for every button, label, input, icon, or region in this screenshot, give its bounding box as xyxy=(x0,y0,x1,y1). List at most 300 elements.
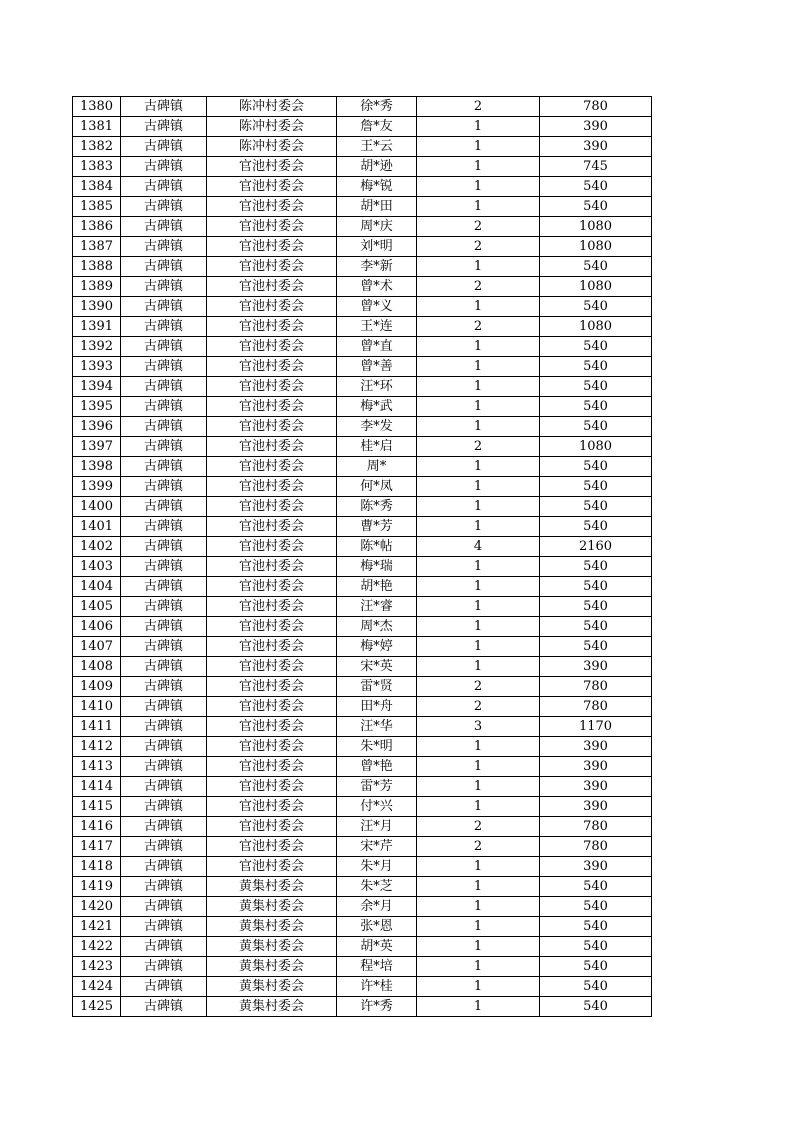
person-name-cell: 梅*武 xyxy=(337,397,417,417)
person-name-cell: 梅*婷 xyxy=(337,637,417,657)
row-number-cell: 1423 xyxy=(73,957,121,977)
town-cell: 古碑镇 xyxy=(121,497,207,517)
village-committee-cell: 官池村委会 xyxy=(207,717,337,737)
amount-cell: 745 xyxy=(540,157,652,177)
person-name-cell: 周* xyxy=(337,457,417,477)
row-number-cell: 1408 xyxy=(73,657,121,677)
table-row xyxy=(73,997,652,1017)
amount-cell: 780 xyxy=(540,697,652,717)
row-number-cell: 1406 xyxy=(73,617,121,637)
amount-cell: 390 xyxy=(540,797,652,817)
row-number-cell: 1414 xyxy=(73,777,121,797)
table-row xyxy=(73,437,652,457)
person-name-cell: 桂*启 xyxy=(337,437,417,457)
row-number-cell: 1413 xyxy=(73,757,121,777)
person-name-cell: 梅*瑞 xyxy=(337,557,417,577)
town-cell: 古碑镇 xyxy=(121,637,207,657)
household-count-cell: 1 xyxy=(417,737,540,757)
village-committee-cell: 官池村委会 xyxy=(207,677,337,697)
person-name-cell: 程*培 xyxy=(337,957,417,977)
amount-cell: 540 xyxy=(540,637,652,657)
row-number-cell: 1410 xyxy=(73,697,121,717)
row-number-cell: 1412 xyxy=(73,737,121,757)
town-cell: 古碑镇 xyxy=(121,357,207,377)
row-number-cell: 1389 xyxy=(73,277,121,297)
row-number-cell: 1424 xyxy=(73,977,121,997)
row-number-cell: 1394 xyxy=(73,377,121,397)
table-row xyxy=(73,737,652,757)
town-cell: 古碑镇 xyxy=(121,617,207,637)
amount-cell: 540 xyxy=(540,977,652,997)
town-cell: 古碑镇 xyxy=(121,337,207,357)
amount-cell: 2160 xyxy=(540,537,652,557)
household-count-cell: 1 xyxy=(417,377,540,397)
village-committee-cell: 黄集村委会 xyxy=(207,897,337,917)
town-cell: 古碑镇 xyxy=(121,737,207,757)
amount-cell: 540 xyxy=(540,417,652,437)
village-committee-cell: 黄集村委会 xyxy=(207,917,337,937)
amount-cell: 540 xyxy=(540,877,652,897)
table-row xyxy=(73,157,652,177)
amount-cell: 540 xyxy=(540,917,652,937)
person-name-cell: 朱*明 xyxy=(337,737,417,757)
village-committee-cell: 官池村委会 xyxy=(207,557,337,577)
village-committee-cell: 官池村委会 xyxy=(207,597,337,617)
amount-cell: 1080 xyxy=(540,317,652,337)
household-count-cell: 1 xyxy=(417,397,540,417)
village-committee-cell: 陈冲村委会 xyxy=(207,117,337,137)
household-count-cell: 1 xyxy=(417,357,540,377)
row-number-cell: 1390 xyxy=(73,297,121,317)
person-name-cell: 汪*华 xyxy=(337,717,417,737)
town-cell: 古碑镇 xyxy=(121,377,207,397)
household-count-cell: 1 xyxy=(417,257,540,277)
table-body xyxy=(73,97,652,1017)
village-committee-cell: 官池村委会 xyxy=(207,417,337,437)
village-committee-cell: 官池村委会 xyxy=(207,477,337,497)
table-row xyxy=(73,597,652,617)
person-name-cell: 汪*月 xyxy=(337,817,417,837)
table-row xyxy=(73,657,652,677)
row-number-cell: 1400 xyxy=(73,497,121,517)
person-name-cell: 付*兴 xyxy=(337,797,417,817)
row-number-cell: 1382 xyxy=(73,137,121,157)
amount-cell: 540 xyxy=(540,617,652,637)
row-number-cell: 1417 xyxy=(73,837,121,857)
row-number-cell: 1395 xyxy=(73,397,121,417)
table-row xyxy=(73,397,652,417)
amount-cell: 780 xyxy=(540,837,652,857)
household-count-cell: 1 xyxy=(417,497,540,517)
row-number-cell: 1392 xyxy=(73,337,121,357)
village-committee-cell: 官池村委会 xyxy=(207,397,337,417)
village-committee-cell: 官池村委会 xyxy=(207,737,337,757)
town-cell: 古碑镇 xyxy=(121,217,207,237)
town-cell: 古碑镇 xyxy=(121,297,207,317)
row-number-cell: 1425 xyxy=(73,997,121,1017)
village-committee-cell: 黄集村委会 xyxy=(207,997,337,1017)
row-number-cell: 1404 xyxy=(73,577,121,597)
person-name-cell: 陈*帖 xyxy=(337,537,417,557)
village-committee-cell: 官池村委会 xyxy=(207,377,337,397)
town-cell: 古碑镇 xyxy=(121,437,207,457)
row-number-cell: 1409 xyxy=(73,677,121,697)
village-committee-cell: 官池村委会 xyxy=(207,297,337,317)
table-row xyxy=(73,817,652,837)
town-cell: 古碑镇 xyxy=(121,657,207,677)
town-cell: 古碑镇 xyxy=(121,917,207,937)
household-count-cell: 2 xyxy=(417,677,540,697)
household-count-cell: 1 xyxy=(417,637,540,657)
household-count-cell: 2 xyxy=(417,817,540,837)
table-row xyxy=(73,477,652,497)
row-number-cell: 1381 xyxy=(73,117,121,137)
town-cell: 古碑镇 xyxy=(121,517,207,537)
household-count-cell: 1 xyxy=(417,577,540,597)
town-cell: 古碑镇 xyxy=(121,397,207,417)
row-number-cell: 1402 xyxy=(73,537,121,557)
amount-cell: 1080 xyxy=(540,237,652,257)
table-row xyxy=(73,957,652,977)
person-name-cell: 胡*艳 xyxy=(337,577,417,597)
row-number-cell: 1405 xyxy=(73,597,121,617)
town-cell: 古碑镇 xyxy=(121,717,207,737)
row-number-cell: 1387 xyxy=(73,237,121,257)
village-committee-cell: 官池村委会 xyxy=(207,177,337,197)
household-count-cell: 2 xyxy=(417,277,540,297)
person-name-cell: 许*桂 xyxy=(337,977,417,997)
household-count-cell: 1 xyxy=(417,417,540,437)
village-committee-cell: 陈冲村委会 xyxy=(207,97,337,117)
table-row xyxy=(73,537,652,557)
village-committee-cell: 官池村委会 xyxy=(207,237,337,257)
table-row xyxy=(73,577,652,597)
amount-cell: 390 xyxy=(540,777,652,797)
town-cell: 古碑镇 xyxy=(121,157,207,177)
household-count-cell: 4 xyxy=(417,537,540,557)
amount-cell: 1170 xyxy=(540,717,652,737)
village-committee-cell: 陈冲村委会 xyxy=(207,137,337,157)
person-name-cell: 周*杰 xyxy=(337,617,417,637)
person-name-cell: 胡*逊 xyxy=(337,157,417,177)
person-name-cell: 汪*环 xyxy=(337,377,417,397)
person-name-cell: 雷*贤 xyxy=(337,677,417,697)
town-cell: 古碑镇 xyxy=(121,177,207,197)
town-cell: 古碑镇 xyxy=(121,197,207,217)
town-cell: 古碑镇 xyxy=(121,457,207,477)
village-committee-cell: 官池村委会 xyxy=(207,257,337,277)
amount-cell: 540 xyxy=(540,397,652,417)
village-committee-cell: 官池村委会 xyxy=(207,637,337,657)
table-row xyxy=(73,197,652,217)
amount-cell: 540 xyxy=(540,257,652,277)
household-count-cell: 1 xyxy=(417,997,540,1017)
row-number-cell: 1396 xyxy=(73,417,121,437)
amount-cell: 540 xyxy=(540,457,652,477)
household-count-cell: 1 xyxy=(417,117,540,137)
town-cell: 古碑镇 xyxy=(121,317,207,337)
person-name-cell: 陈*秀 xyxy=(337,497,417,517)
town-cell: 古碑镇 xyxy=(121,697,207,717)
row-number-cell: 1422 xyxy=(73,937,121,957)
amount-cell: 780 xyxy=(540,817,652,837)
table-row xyxy=(73,97,652,117)
table-row xyxy=(73,237,652,257)
person-name-cell: 周*庆 xyxy=(337,217,417,237)
row-number-cell: 1401 xyxy=(73,517,121,537)
village-committee-cell: 官池村委会 xyxy=(207,357,337,377)
row-number-cell: 1415 xyxy=(73,797,121,817)
household-count-cell: 3 xyxy=(417,717,540,737)
village-committee-cell: 官池村委会 xyxy=(207,517,337,537)
row-number-cell: 1380 xyxy=(73,97,121,117)
village-committee-cell: 官池村委会 xyxy=(207,657,337,677)
table-row xyxy=(73,857,652,877)
amount-cell: 1080 xyxy=(540,277,652,297)
household-count-cell: 1 xyxy=(417,917,540,937)
village-committee-cell: 官池村委会 xyxy=(207,797,337,817)
amount-cell: 540 xyxy=(540,377,652,397)
row-number-cell: 1384 xyxy=(73,177,121,197)
town-cell: 古碑镇 xyxy=(121,557,207,577)
household-count-cell: 1 xyxy=(417,877,540,897)
person-name-cell: 雷*芳 xyxy=(337,777,417,797)
household-count-cell: 1 xyxy=(417,937,540,957)
amount-cell: 390 xyxy=(540,757,652,777)
amount-cell: 390 xyxy=(540,737,652,757)
amount-cell: 540 xyxy=(540,357,652,377)
table-row xyxy=(73,697,652,717)
table-row xyxy=(73,897,652,917)
person-name-cell: 何*凤 xyxy=(337,477,417,497)
town-cell: 古碑镇 xyxy=(121,797,207,817)
town-cell: 古碑镇 xyxy=(121,957,207,977)
town-cell: 古碑镇 xyxy=(121,537,207,557)
village-committee-cell: 官池村委会 xyxy=(207,437,337,457)
amount-cell: 540 xyxy=(540,597,652,617)
row-number-cell: 1419 xyxy=(73,877,121,897)
beneficiary-table xyxy=(72,96,652,1017)
village-committee-cell: 官池村委会 xyxy=(207,337,337,357)
household-count-cell: 2 xyxy=(417,317,540,337)
household-count-cell: 1 xyxy=(417,477,540,497)
amount-cell: 390 xyxy=(540,657,652,677)
village-committee-cell: 官池村委会 xyxy=(207,777,337,797)
table-row xyxy=(73,797,652,817)
table-row xyxy=(73,677,652,697)
table-row xyxy=(73,217,652,237)
household-count-cell: 1 xyxy=(417,337,540,357)
person-name-cell: 曾*艳 xyxy=(337,757,417,777)
person-name-cell: 梅*锐 xyxy=(337,177,417,197)
town-cell: 古碑镇 xyxy=(121,897,207,917)
amount-cell: 390 xyxy=(540,857,652,877)
household-count-cell: 1 xyxy=(417,797,540,817)
table-row xyxy=(73,137,652,157)
person-name-cell: 李*新 xyxy=(337,257,417,277)
village-committee-cell: 黄集村委会 xyxy=(207,977,337,997)
household-count-cell: 1 xyxy=(417,197,540,217)
household-count-cell: 2 xyxy=(417,437,540,457)
household-count-cell: 1 xyxy=(417,857,540,877)
table-row xyxy=(73,637,652,657)
household-count-cell: 1 xyxy=(417,457,540,477)
amount-cell: 780 xyxy=(540,97,652,117)
table-row xyxy=(73,117,652,137)
table-row xyxy=(73,977,652,997)
table-row xyxy=(73,717,652,737)
person-name-cell: 汪*睿 xyxy=(337,597,417,617)
person-name-cell: 詹*友 xyxy=(337,117,417,137)
table-row xyxy=(73,337,652,357)
household-count-cell: 2 xyxy=(417,697,540,717)
household-count-cell: 1 xyxy=(417,597,540,617)
household-count-cell: 1 xyxy=(417,897,540,917)
person-name-cell: 李*发 xyxy=(337,417,417,437)
table-row xyxy=(73,617,652,637)
person-name-cell: 王*云 xyxy=(337,137,417,157)
person-name-cell: 许*秀 xyxy=(337,997,417,1017)
row-number-cell: 1403 xyxy=(73,557,121,577)
town-cell: 古碑镇 xyxy=(121,257,207,277)
village-committee-cell: 官池村委会 xyxy=(207,757,337,777)
village-committee-cell: 官池村委会 xyxy=(207,457,337,477)
person-name-cell: 徐*秀 xyxy=(337,97,417,117)
village-committee-cell: 黄集村委会 xyxy=(207,957,337,977)
amount-cell: 540 xyxy=(540,177,652,197)
person-name-cell: 曾*善 xyxy=(337,357,417,377)
table-row xyxy=(73,837,652,857)
village-committee-cell: 官池村委会 xyxy=(207,497,337,517)
amount-cell: 540 xyxy=(540,297,652,317)
village-committee-cell: 黄集村委会 xyxy=(207,877,337,897)
town-cell: 古碑镇 xyxy=(121,417,207,437)
village-committee-cell: 官池村委会 xyxy=(207,277,337,297)
table-row xyxy=(73,377,652,397)
row-number-cell: 1385 xyxy=(73,197,121,217)
table-row xyxy=(73,937,652,957)
row-number-cell: 1416 xyxy=(73,817,121,837)
amount-cell: 540 xyxy=(540,997,652,1017)
household-count-cell: 1 xyxy=(417,957,540,977)
town-cell: 古碑镇 xyxy=(121,117,207,137)
village-committee-cell: 官池村委会 xyxy=(207,617,337,637)
person-name-cell: 余*月 xyxy=(337,897,417,917)
amount-cell: 1080 xyxy=(540,437,652,457)
table-row xyxy=(73,177,652,197)
table-row xyxy=(73,257,652,277)
person-name-cell: 刘*明 xyxy=(337,237,417,257)
table-row xyxy=(73,877,652,897)
amount-cell: 540 xyxy=(540,957,652,977)
household-count-cell: 1 xyxy=(417,617,540,637)
person-name-cell: 曾*术 xyxy=(337,277,417,297)
village-committee-cell: 官池村委会 xyxy=(207,837,337,857)
amount-cell: 540 xyxy=(540,337,652,357)
household-count-cell: 1 xyxy=(417,777,540,797)
village-committee-cell: 官池村委会 xyxy=(207,537,337,557)
table-row xyxy=(73,297,652,317)
town-cell: 古碑镇 xyxy=(121,777,207,797)
amount-cell: 540 xyxy=(540,557,652,577)
amount-cell: 1080 xyxy=(540,217,652,237)
person-name-cell: 王*连 xyxy=(337,317,417,337)
person-name-cell: 胡*英 xyxy=(337,937,417,957)
town-cell: 古碑镇 xyxy=(121,977,207,997)
amount-cell: 540 xyxy=(540,197,652,217)
town-cell: 古碑镇 xyxy=(121,837,207,857)
town-cell: 古碑镇 xyxy=(121,277,207,297)
household-count-cell: 1 xyxy=(417,977,540,997)
town-cell: 古碑镇 xyxy=(121,137,207,157)
person-name-cell: 朱*芝 xyxy=(337,877,417,897)
household-count-cell: 1 xyxy=(417,517,540,537)
person-name-cell: 曾*义 xyxy=(337,297,417,317)
row-number-cell: 1388 xyxy=(73,257,121,277)
town-cell: 古碑镇 xyxy=(121,937,207,957)
household-count-cell: 1 xyxy=(417,657,540,677)
row-number-cell: 1386 xyxy=(73,217,121,237)
town-cell: 古碑镇 xyxy=(121,577,207,597)
table-row xyxy=(73,777,652,797)
table-row xyxy=(73,757,652,777)
row-number-cell: 1407 xyxy=(73,637,121,657)
village-committee-cell: 官池村委会 xyxy=(207,697,337,717)
village-committee-cell: 官池村委会 xyxy=(207,217,337,237)
row-number-cell: 1391 xyxy=(73,317,121,337)
table-row xyxy=(73,457,652,477)
table-row xyxy=(73,497,652,517)
household-count-cell: 2 xyxy=(417,217,540,237)
household-count-cell: 1 xyxy=(417,297,540,317)
village-committee-cell: 官池村委会 xyxy=(207,157,337,177)
person-name-cell: 曹*芳 xyxy=(337,517,417,537)
town-cell: 古碑镇 xyxy=(121,997,207,1017)
town-cell: 古碑镇 xyxy=(121,677,207,697)
amount-cell: 540 xyxy=(540,497,652,517)
amount-cell: 540 xyxy=(540,897,652,917)
town-cell: 古碑镇 xyxy=(121,477,207,497)
village-committee-cell: 官池村委会 xyxy=(207,817,337,837)
amount-cell: 780 xyxy=(540,677,652,697)
table-row xyxy=(73,277,652,297)
amount-cell: 540 xyxy=(540,937,652,957)
row-number-cell: 1420 xyxy=(73,897,121,917)
row-number-cell: 1383 xyxy=(73,157,121,177)
town-cell: 古碑镇 xyxy=(121,857,207,877)
person-name-cell: 宋*芹 xyxy=(337,837,417,857)
town-cell: 古碑镇 xyxy=(121,757,207,777)
table-row xyxy=(73,417,652,437)
person-name-cell: 宋*英 xyxy=(337,657,417,677)
town-cell: 古碑镇 xyxy=(121,817,207,837)
household-count-cell: 1 xyxy=(417,137,540,157)
household-count-cell: 1 xyxy=(417,757,540,777)
household-count-cell: 2 xyxy=(417,837,540,857)
town-cell: 古碑镇 xyxy=(121,237,207,257)
village-committee-cell: 黄集村委会 xyxy=(207,937,337,957)
person-name-cell: 胡*田 xyxy=(337,197,417,217)
row-number-cell: 1399 xyxy=(73,477,121,497)
table-row xyxy=(73,517,652,537)
village-committee-cell: 官池村委会 xyxy=(207,857,337,877)
amount-cell: 540 xyxy=(540,577,652,597)
table-row xyxy=(73,917,652,937)
household-count-cell: 1 xyxy=(417,157,540,177)
household-count-cell: 1 xyxy=(417,557,540,577)
person-name-cell: 田*舟 xyxy=(337,697,417,717)
household-count-cell: 2 xyxy=(417,97,540,117)
